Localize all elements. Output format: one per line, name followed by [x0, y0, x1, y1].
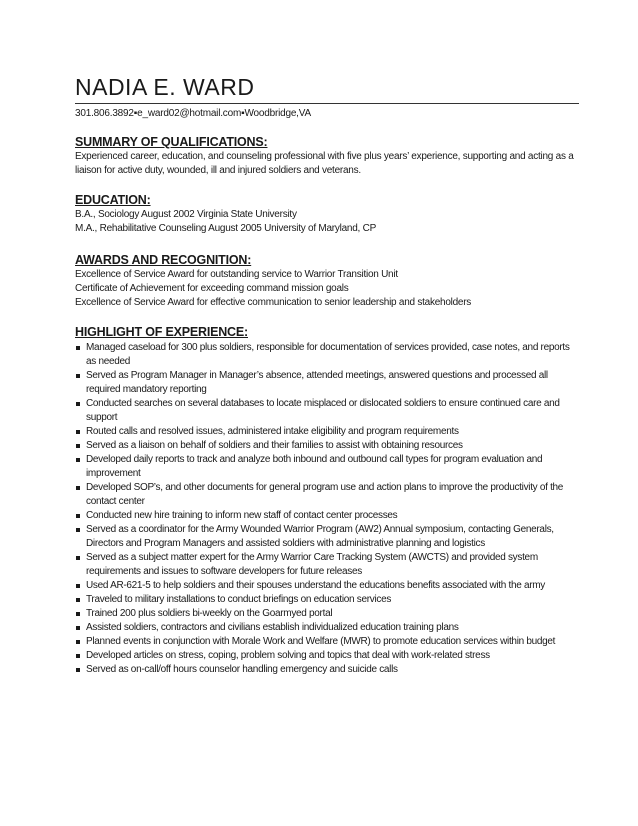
- bullet-square-icon: [76, 556, 80, 560]
- list-item: [75, 425, 580, 439]
- bullet-square-icon: [76, 486, 80, 490]
- experience-text: Served as a liaison on behalf of soldiers and their families to assist with obtaining resources: [86, 440, 463, 451]
- list-item: [75, 663, 580, 677]
- experience-text: Routed calls and resolved issues, administered intake eligibility and program requirements: [86, 426, 459, 437]
- bullet-square-icon: [76, 514, 80, 518]
- experience-text: Developed articles on stress, coping, problem solving and topics that deal with work-related stress: [86, 650, 490, 661]
- list-item: [75, 621, 580, 635]
- experience-text: Conducted searches on several databases to locate misplaced or dislocated soldiers to ensure continued care and support: [86, 398, 560, 423]
- experience-text: Trained 200 plus soldiers bi-weekly on the Goarmyed portal: [86, 608, 333, 619]
- bullet-square-icon: [76, 458, 80, 462]
- experience-text: Developed SOP’s, and other documents for general program use and action plans to improve the productivity of the contact center: [86, 482, 564, 507]
- bullet-square-icon: [76, 598, 80, 602]
- education-section: [75, 192, 580, 236]
- experience-text: Served as a coordinator for the Army Wounded Warrior Program (AW2) Annual symposium, contacting Generals, Directors and Program Managers and assisted soldiers with administrative planning and logistics: [86, 524, 554, 549]
- list-item: [75, 397, 580, 425]
- summary-heading: SUMMARY OF QUALIFICATIONS:: [75, 135, 268, 149]
- list-item: [75, 607, 580, 621]
- summary-text: Experienced career, education, and counseling professional with five plus years’ experience, supporting and acting as a liaison for active duty, wounded, ill and injured soldiers and veterans.: [75, 151, 574, 176]
- experience-text: Served as on-call/off hours counselor handling emergency and suicide calls: [86, 664, 398, 675]
- experience-heading: HIGHLIGHT OF EXPERIENCE:: [75, 325, 248, 339]
- list-item: [75, 509, 580, 523]
- list-item: [75, 481, 580, 509]
- bullet-square-icon: [76, 528, 80, 532]
- awards-heading: AWARDS AND RECOGNITION:: [75, 253, 252, 267]
- bullet-square-icon: [76, 584, 80, 588]
- experience-text: Served as a subject matter expert for the Army Warrior Care Tracking System (AWCTS) and provided system requirements and issues to software developers for future releases: [86, 552, 538, 577]
- list-item: [75, 649, 580, 663]
- candidate-name: NADIA E. WARD: [75, 74, 255, 100]
- bullet-square-icon: [76, 612, 80, 616]
- experience-text: Developed daily reports to track and analyze both inbound and outbound call types for program evaluation and improvement: [86, 454, 543, 479]
- experience-text: Conducted new hire training to inform new staff of contact center processes: [86, 510, 398, 521]
- education-entry: M.A., Rehabilitative Counseling August 2005 University of Maryland, CP: [75, 223, 376, 234]
- contact-line: 301.806.3892▪e_ward02@hotmail.com▪Woodbridge,VA: [75, 108, 311, 119]
- summary-section: [75, 134, 580, 178]
- award-entry: Certificate of Achievement for exceeding command mission goals: [75, 283, 349, 294]
- list-item: [75, 453, 580, 481]
- awards-section: [75, 252, 580, 310]
- experience-list: [75, 341, 580, 677]
- resume-page: [75, 72, 580, 677]
- experience-text: Managed caseload for 300 plus soldiers, responsible for documentation of services provided, case notes, and reports as needed: [86, 342, 570, 367]
- bullet-square-icon: [76, 374, 80, 378]
- bullet-square-icon: [76, 654, 80, 658]
- experience-section: [75, 324, 580, 677]
- bullet-square-icon: [76, 346, 80, 350]
- list-item: [75, 369, 580, 397]
- experience-text: Assisted soldiers, contractors and civilians establish individualized education training plans: [86, 622, 459, 633]
- award-entry: Excellence of Service Award for outstanding service to Warrior Transition Unit: [75, 269, 398, 280]
- experience-text: Traveled to military installations to conduct briefings on education services: [86, 594, 392, 605]
- award-entry: Excellence of Service Award for effective communication to senior leadership and stakeholders: [75, 297, 472, 308]
- experience-text: Planned events in conjunction with Morale Work and Welfare (MWR) to promote education services within budget: [86, 636, 556, 647]
- list-item: [75, 579, 580, 593]
- education-entry: B.A., Sociology August 2002 Virginia State University: [75, 209, 297, 220]
- experience-text: Served as Program Manager in Manager’s absence, attended meetings, answered questions and processed all required mandatory reporting: [86, 370, 548, 395]
- bullet-square-icon: [76, 640, 80, 644]
- education-heading: EDUCATION:: [75, 193, 151, 207]
- bullet-square-icon: [76, 668, 80, 672]
- list-item: [75, 341, 580, 369]
- list-item: [75, 551, 580, 579]
- bullet-square-icon: [76, 626, 80, 630]
- header-rule: [75, 103, 579, 104]
- bullet-square-icon: [76, 430, 80, 434]
- list-item: [75, 593, 580, 607]
- bullet-square-icon: [76, 402, 80, 406]
- list-item: [75, 635, 580, 649]
- list-item: [75, 523, 580, 551]
- list-item: [75, 439, 580, 453]
- experience-text: Used AR-621-5 to help soldiers and their spouses understand the educations benefits associated with the army: [86, 580, 546, 591]
- bullet-square-icon: [76, 444, 80, 448]
